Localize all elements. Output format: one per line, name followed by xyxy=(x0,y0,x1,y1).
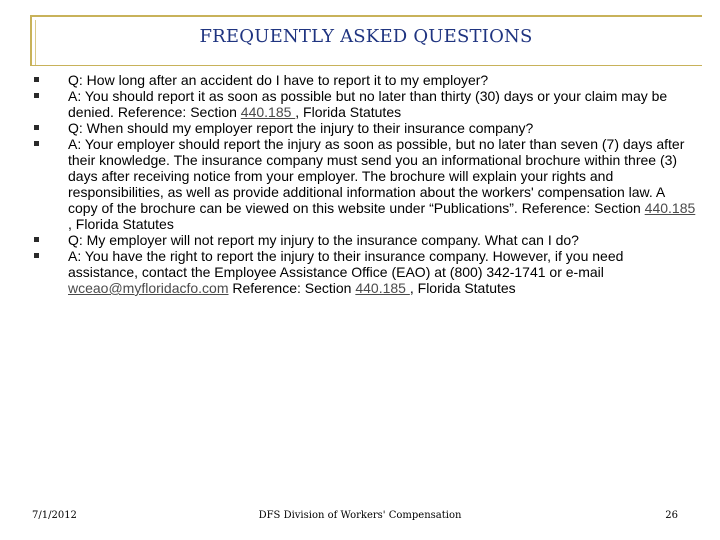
frame-top-rule xyxy=(30,15,702,17)
faq-list xyxy=(34,72,696,296)
faq-question-1 xyxy=(34,72,696,88)
square-bullet-icon xyxy=(34,93,39,98)
faq-answer-3 xyxy=(34,248,696,296)
faq-lead: Q: xyxy=(68,120,83,136)
square-bullet-icon xyxy=(34,237,39,242)
statute-link[interactable]: 440.185 xyxy=(355,280,410,296)
square-bullet-icon xyxy=(34,141,39,146)
statute-link[interactable]: 440.185 xyxy=(240,104,296,120)
title-underline-rule xyxy=(30,65,702,66)
faq-lead: A: xyxy=(68,248,82,264)
faq-lead: Q: xyxy=(68,72,83,88)
faq-lead: A: xyxy=(68,136,82,152)
square-bullet-icon xyxy=(34,253,39,258)
faq-lead: Q: xyxy=(68,232,83,248)
faq-text: You have the right to report the injury to their insurance company. However, if you need assistance, contact the Employee Assistance Office (EAO) at (800) 342-1741 or e-mail xyxy=(68,248,624,280)
footer-organization: DFS Division of Workers' Compensation xyxy=(258,510,462,521)
faq-tail: , Florida Statutes xyxy=(409,280,516,296)
page-title: FREQUENTLY ASKED QUESTIONS xyxy=(199,26,533,47)
faq-text: Your employer should report the injury as soon as possible, but no later than seven (7) days after their knowledge. The insurance company must send you an informational brochure within three (3) days after receiving notice from your employer. The brochure will explain your rights and responsibilities, as well as provide additional information about the workers' compensation law. A copy of the brochure can be viewed on this website under “Publications”. Reference: Section xyxy=(68,136,685,216)
faq-tail: , Florida Statutes xyxy=(295,104,402,120)
faq-answer-1 xyxy=(34,88,696,120)
faq-text: When should my employer report the injury to their insurance company? xyxy=(82,120,534,136)
faq-tail: , Florida Statutes xyxy=(68,216,174,232)
faq-text: How long after an accident do I have to report it to my employer? xyxy=(82,72,489,88)
email-link[interactable]: wceao@myfloridacfo.com xyxy=(68,280,229,296)
faq-answer-2 xyxy=(34,136,696,232)
faq-question-2 xyxy=(34,120,696,136)
square-bullet-icon xyxy=(34,77,39,82)
faq-question-3 xyxy=(34,232,696,248)
faq-text: You should report it as soon as possible but no later than thirty (30) days or your claim may be denied. Reference: Section xyxy=(68,88,668,120)
footer-date: 7/1/2012 xyxy=(32,510,77,521)
statute-link[interactable]: 440.185 xyxy=(644,200,696,216)
square-bullet-icon xyxy=(34,125,39,130)
faq-text: My employer will not report my injury to the insurance company. What can I do? xyxy=(82,232,579,248)
faq-lead: A: xyxy=(68,88,82,104)
page-number: 26 xyxy=(665,510,678,521)
faq-mid: Reference: Section xyxy=(228,280,356,296)
